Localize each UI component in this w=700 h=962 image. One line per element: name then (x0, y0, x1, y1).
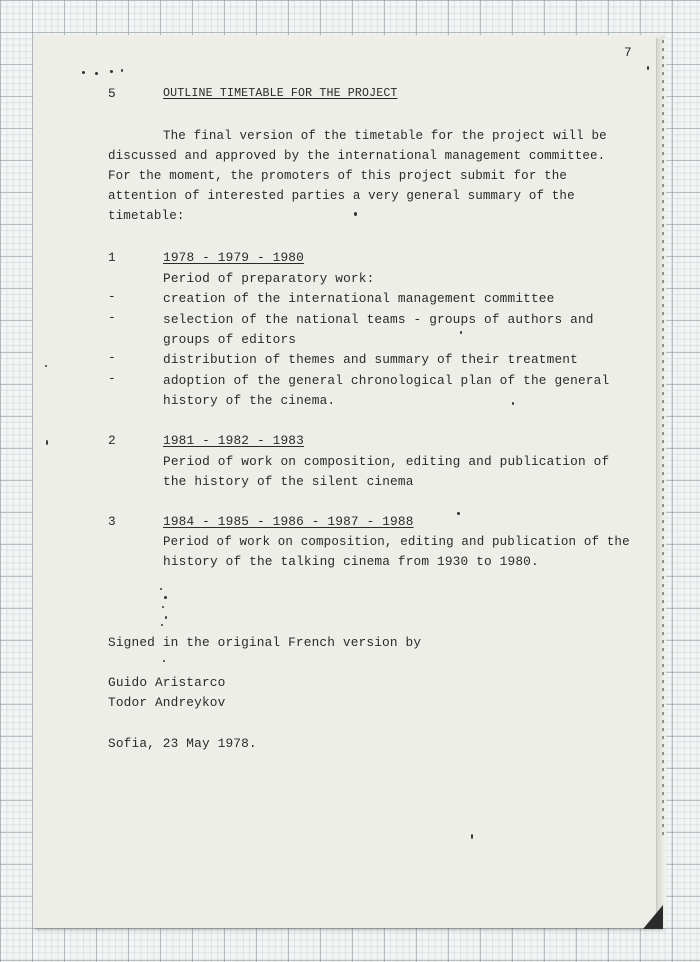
item-years: 1981 - 1982 - 1983 (163, 433, 304, 448)
item-line: Period of work on composition, editing and publication of the (163, 535, 630, 549)
ink-speck (165, 616, 167, 619)
item-line: distribution of themes and summary of their treatment (163, 352, 578, 367)
intro-line-4: attention of interested parties a very general summary of the (108, 189, 575, 203)
item-line: adoption of the general chronological plan of the general (163, 373, 610, 388)
section-title: OUTLINE TIMETABLE FOR THE PROJECT (163, 87, 398, 100)
ink-speck (354, 212, 357, 216)
intro-line-3: For the moment, the promoters of this project submit for the (108, 169, 568, 183)
intro-line-5: timetable: (108, 209, 185, 223)
ink-speck (161, 624, 163, 626)
ink-speck (647, 66, 649, 70)
item-number: 3 (108, 514, 116, 529)
ink-speck (471, 834, 473, 839)
ink-speck (162, 606, 164, 608)
item-line: Period of preparatory work: (163, 271, 375, 286)
place-date: Sofia, 23 May 1978. (108, 736, 257, 751)
bullet-dash: - (108, 310, 116, 325)
ink-speck (164, 596, 167, 599)
ink-speck (160, 588, 162, 590)
item-line: Period of work on composition, editing and publication of (163, 454, 610, 469)
signatory-name: Guido Aristarco (108, 675, 226, 690)
signed-line: Signed in the original French version by (108, 635, 422, 650)
ink-speck (45, 365, 47, 367)
bullet-dash: - (108, 289, 116, 304)
bullet-dash: - (108, 371, 116, 386)
page-number: 7 (624, 45, 632, 60)
bullet-dash: - (108, 350, 116, 365)
ink-speck (110, 70, 113, 73)
item-line: creation of the international management committee (163, 291, 555, 306)
item-line: history of the cinema. (163, 393, 336, 408)
sheet-edge (656, 38, 666, 928)
item-line: selection of the national teams - groups of authors and (163, 312, 594, 327)
intro-line-1: The final version of the timetable for the project will be (163, 129, 607, 143)
item-line: groups of editors (163, 332, 297, 347)
item-years: 1984 - 1985 - 1986 - 1987 - 1988 (163, 514, 414, 529)
sheet-edge-marks (662, 40, 664, 840)
ink-speck (163, 660, 165, 662)
ink-speck (82, 71, 85, 74)
ink-speck (121, 69, 123, 72)
intro-line-2: discussed and approved by the international management committee. (108, 149, 606, 163)
section-number: 5 (108, 86, 116, 101)
item-line: history of the talking cinema from 1930 to 1980. (163, 554, 539, 569)
item-line: the history of the silent cinema (163, 474, 414, 489)
item-number: 2 (108, 433, 116, 448)
item-years: 1978 - 1979 - 1980 (163, 250, 304, 265)
item-number: 1 (108, 250, 116, 265)
ink-speck (460, 331, 462, 334)
ink-speck (512, 402, 514, 405)
ink-speck (95, 72, 98, 75)
signatory-name: Todor Andreykov (108, 695, 226, 710)
ink-speck (46, 440, 48, 445)
ink-speck (457, 512, 460, 515)
